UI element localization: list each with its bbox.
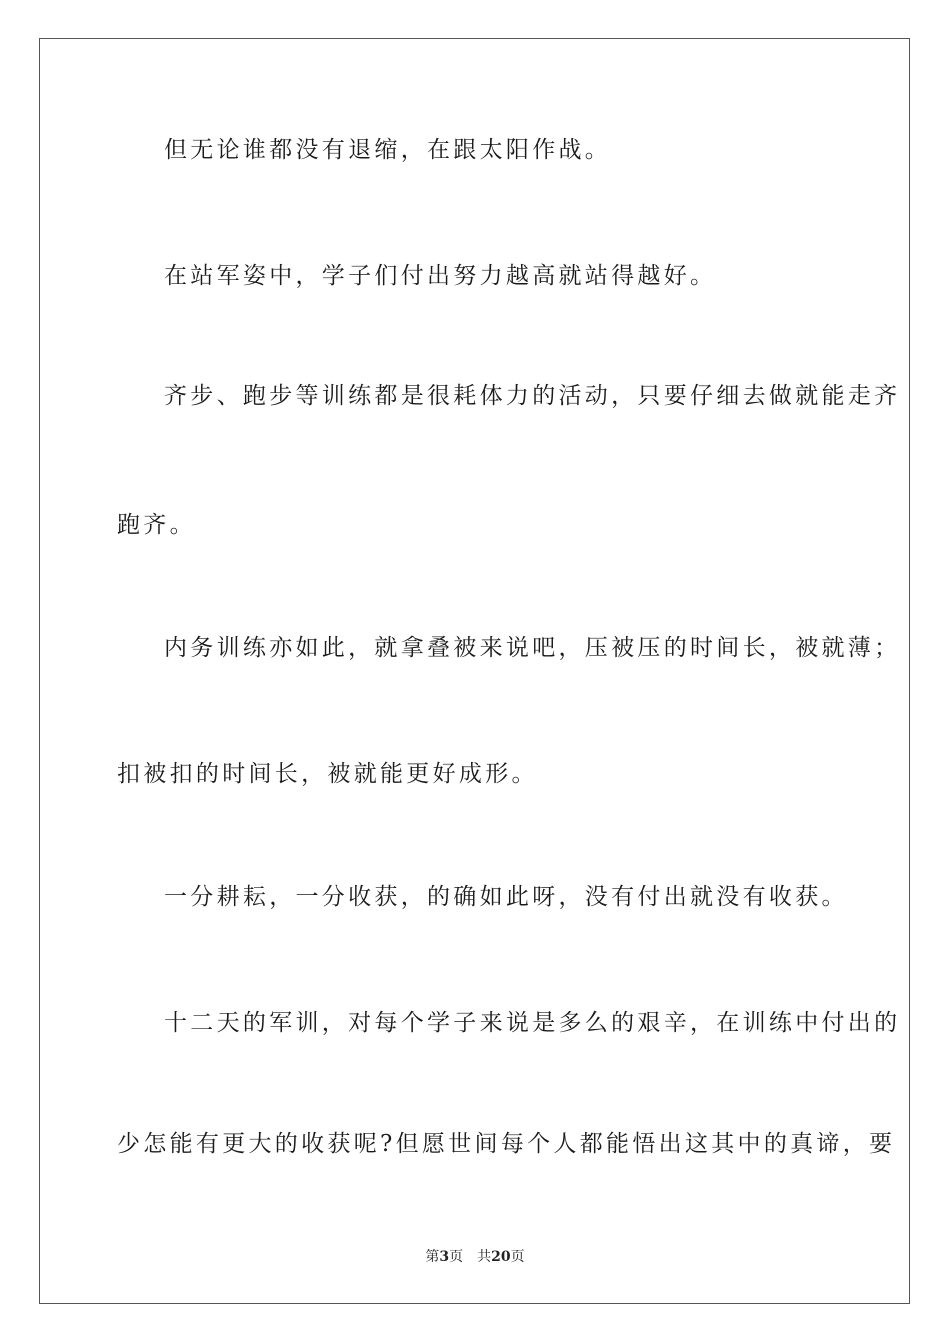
paragraph-line-3: 齐步、跑步等训练都是很耗体力的活动，只要仔细去做就能走齐 [164,383,901,409]
footer-page-prefix: 第 [425,1249,440,1265]
paragraph-line-2: 在站军姿中，学子们付出努力越高就站得越好。 [164,263,717,289]
paragraph-line-9: 少怎能有更大的收获呢?但愿世间每个人都能悟出这其中的真谛，要 [117,1131,896,1157]
paragraph-line-5: 内务训练亦如此，就拿叠被来说吧，压被压的时间长，被就薄； [164,635,901,661]
paragraph-line-4: 跑齐。 [117,512,196,538]
footer-total-suffix: 页 [510,1249,525,1265]
footer-page-suffix: 页 [449,1249,464,1265]
paragraph-line-7: 一分耕耘，一分收获，的确如此呀，没有付出就没有收获。 [164,884,848,910]
paragraph-line-8: 十二天的军训，对每个学子来说是多么的艰辛，在训练中付出的 [164,1010,901,1036]
page-footer [0,1247,950,1267]
paragraph-line-1: 但无论谁都没有退缩，在跟太阳作战。 [164,137,612,163]
page-border [39,38,910,1304]
footer-total-prefix: 共 [477,1249,492,1265]
footer-page-number: 3 [439,1249,450,1265]
footer-total-pages: 20 [491,1249,511,1265]
paragraph-line-6: 扣被扣的时间长，被就能更好成形。 [117,761,538,787]
